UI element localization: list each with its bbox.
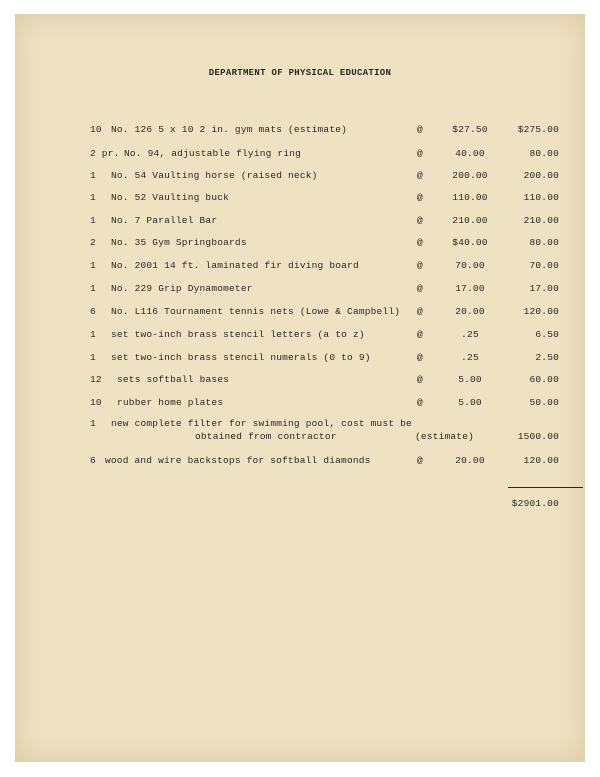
item-at: @ [417, 374, 423, 385]
item-unit-price: $40.00 [452, 237, 488, 248]
item-at: @ [417, 455, 423, 466]
item-row [15, 374, 585, 396]
item-desc: No. L116 Tournament tennis nets (Lowe & Campbell) [111, 306, 401, 317]
item-row [15, 283, 585, 305]
item-qty: 2 [90, 237, 96, 248]
item-total: 6.50 [535, 329, 559, 340]
item-total: 80.00 [529, 237, 559, 248]
item-row [15, 170, 585, 192]
item-qty: 2 pr. [90, 148, 120, 159]
item-desc: sets softball bases [117, 374, 230, 385]
item-row [15, 329, 585, 351]
item-desc: No. 54 Vaulting horse (raised neck) [111, 170, 318, 181]
item-row [15, 124, 585, 146]
item-total: 110.00 [523, 192, 559, 203]
item-row [15, 237, 585, 259]
item-qty: 1 [90, 418, 96, 429]
item-total: 80.00 [529, 148, 559, 159]
item-qty: 1 [90, 352, 96, 363]
item-at: @ [417, 215, 423, 226]
item-unit-price: 20.00 [455, 306, 485, 317]
item-row [15, 418, 585, 452]
item-unit-price: 17.00 [455, 283, 485, 294]
item-unit-price: 5.00 [458, 397, 482, 408]
item-desc: set two-inch brass stencil numerals (0 to 9) [111, 352, 371, 363]
item-at: @ [417, 329, 423, 340]
item-unit-price: 40.00 [455, 148, 485, 159]
item-total: 2.50 [535, 352, 559, 363]
item-total: 210.00 [523, 215, 559, 226]
document-page [15, 14, 585, 762]
item-qty: 1 [90, 260, 96, 271]
item-unit-price: 110.00 [452, 192, 488, 203]
item-at: @ [417, 237, 423, 248]
item-desc-continued: obtained from contractor [195, 431, 337, 442]
item-qty: 1 [90, 192, 96, 203]
item-unit-price: 210.00 [452, 215, 488, 226]
item-at: @ [417, 283, 423, 294]
item-unit-price: $27.50 [452, 124, 488, 135]
item-at: @ [417, 260, 423, 271]
item-total: 17.00 [529, 283, 559, 294]
item-unit-price: .25 [461, 352, 479, 363]
item-row [15, 192, 585, 214]
item-unit-price: 20.00 [455, 455, 485, 466]
items-list [15, 14, 585, 762]
total-divider [508, 487, 583, 488]
item-total: 200.00 [523, 170, 559, 181]
item-row [15, 352, 585, 374]
item-at: @ [417, 397, 423, 408]
item-desc: No. 52 Vaulting buck [111, 192, 230, 203]
item-qty: 1 [90, 283, 96, 294]
item-desc: No. 126 5 x 10 2 in. gym mats (estimate) [111, 124, 348, 135]
item-row [15, 215, 585, 237]
item-total: $275.00 [517, 124, 559, 135]
item-desc: set two-inch brass stencil letters (a to z) [111, 329, 365, 340]
item-at: @ [417, 124, 423, 135]
item-qty: 1 [90, 329, 96, 340]
item-unit-price: 200.00 [452, 170, 488, 181]
item-desc: rubber home plates [117, 397, 224, 408]
grand-total: $2901.00 [511, 498, 559, 509]
item-at: @ [417, 170, 423, 181]
item-row [15, 397, 585, 419]
item-total: 120.00 [523, 306, 559, 317]
page-heading: DEPARTMENT OF PHYSICAL EDUCATION [208, 68, 392, 78]
item-desc: No. 2001 14 ft. laminated fir diving board [111, 260, 359, 271]
item-unit-price: 70.00 [455, 260, 485, 271]
item-qty: 10 [90, 124, 102, 135]
item-total: 60.00 [529, 374, 559, 385]
item-qty: 1 [90, 170, 96, 181]
item-total: 1500.00 [517, 431, 559, 442]
item-qty: 1 [90, 215, 96, 226]
item-unit-price: (estimate) [415, 431, 475, 442]
item-desc: No. 94, adjustable flying ring [124, 148, 302, 159]
item-desc: No. 7 Parallel Bar [111, 215, 218, 226]
item-at: @ [417, 306, 423, 317]
item-row [15, 148, 585, 170]
item-desc: new complete filter for swimming pool, cost must be [111, 418, 412, 429]
item-total: 70.00 [529, 260, 559, 271]
item-row [15, 306, 585, 328]
item-row [15, 260, 585, 282]
item-desc: wood and wire backstops for softball diamonds [105, 455, 371, 466]
item-unit-price: 5.00 [458, 374, 482, 385]
item-at: @ [417, 148, 423, 159]
item-qty: 10 [90, 397, 102, 408]
item-desc: No. 35 Gym Springboards [111, 237, 247, 248]
item-row [15, 455, 585, 477]
item-qty: 12 [90, 374, 102, 385]
item-desc: No. 229 Grip Dynamometer [111, 283, 253, 294]
item-at: @ [417, 192, 423, 203]
item-at: @ [417, 352, 423, 363]
item-total: 50.00 [529, 397, 559, 408]
item-qty: 6 [90, 306, 96, 317]
item-unit-price: .25 [461, 329, 479, 340]
item-qty: 6 [90, 455, 96, 466]
item-total: 120.00 [523, 455, 559, 466]
